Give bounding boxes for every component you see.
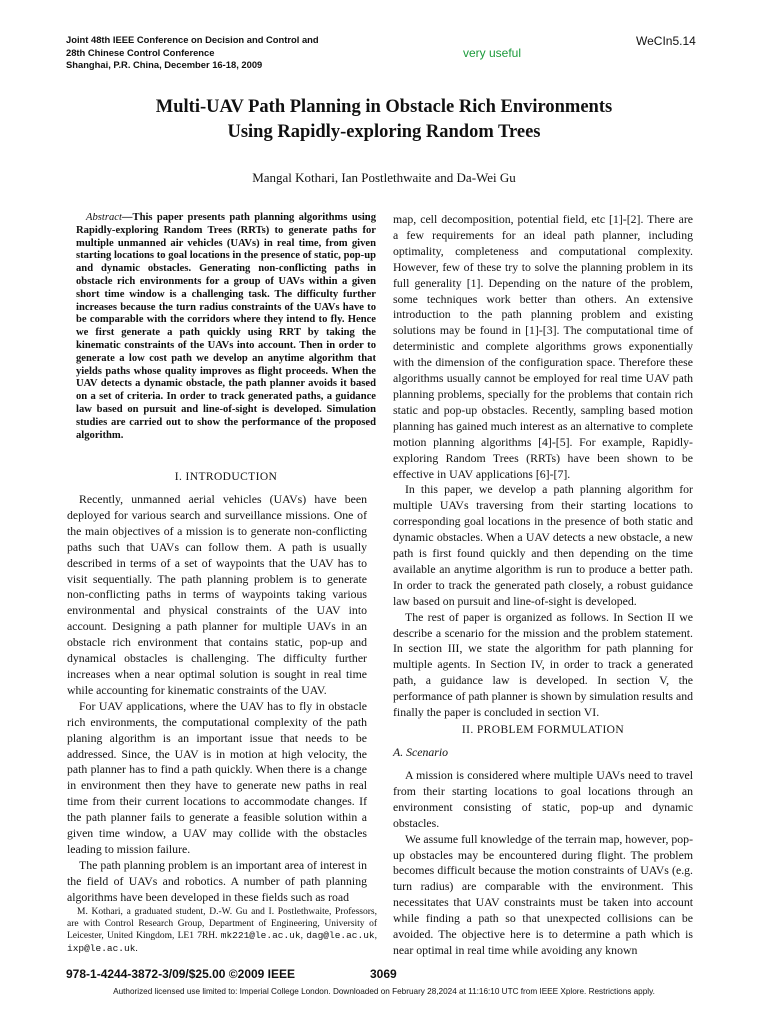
- abstract-dash: —: [121, 212, 133, 223]
- conference-line: Joint 48th IEEE Conference on Decision and Control and: [66, 34, 319, 45]
- email-link[interactable]: ixp@le.ac.uk: [67, 942, 136, 954]
- conference-info: [66, 34, 319, 72]
- email-link[interactable]: dag@le.ac.uk: [306, 930, 375, 942]
- author-list: Mangal Kothari, Ian Postlethwaite and Da-Wei Gu: [252, 170, 516, 185]
- footnote-end: .: [135, 943, 138, 954]
- paragraph: The rest of paper is organized as follows. In Section II we describe a scenario for the mission and the problem statement. In section III, we state the algorithm for path planning for multiple agents. In Section IV, in order to track a generated path, a guidance law is developed. In section V, the performance of path planner is shown by simulation results and finally the paper is concluded in section VI.: [393, 609, 693, 720]
- license-notice: Authorized licensed use limited to: Imperial College London. Downloaded on February 28,2024 at 11:16:10 UTC from IEEE Xplore. Restrictions apply.: [113, 987, 655, 996]
- separator: ,: [300, 931, 307, 942]
- handwritten-annotation: very useful: [463, 46, 522, 60]
- section-heading-introduction: I. INTRODUCTION: [174, 471, 278, 483]
- paper-code: WeCIn5.14: [636, 34, 696, 48]
- paragraph: map, cell decomposition, potential field, etc [1]-[2]. There are a few requirements for an ideal path planner, including optimality, completeness and computational complexity. However, few of these try to solve the planning problem in its full generality [1]. Depending on the nature of the problem, some techniques work better than others. An extensive introduction to the path planning problem and existing solutions may be found in [1]-[3]. The computational time of deterministic and complete algorithms grows exponentially with the dimension of the configuration space. Therefore these algorithms usually cannot be employed for real time UAV path planning problems, specially for the problems that contain rich static and pop-up obstacles. Recently, sampling based motion planning has gained much interest as an alternative to complete motion planning algorithms [4]-[5]. For example, Rapidly-exploring Random Trees (RRTs) have been shown to be effective in UAV applications [6]-[7].: [393, 212, 693, 481]
- right-column-body: [393, 212, 693, 721]
- abstract-label: Abstract: [86, 212, 122, 223]
- footnote: [67, 907, 377, 955]
- title-line: Multi-UAV Path Planning in Obstacle Rich Environments: [155, 97, 613, 117]
- section-heading-problem-formulation: II. PROBLEM FORMULATION: [461, 724, 625, 736]
- problem-formulation-body: [393, 768, 693, 959]
- paragraph: A mission is considered where multiple UAVs need to travel from their starting locations to goal locations through an environment consisting of static, pop-up and dynamic obstacles.: [393, 768, 693, 830]
- paragraph: Recently, unmanned aerial vehicles (UAVs) have been deployed for various search and surveillance missions. One of the main objectives of a mission is to generate non-conflicting paths such that UAVs can follow them. A path is usually described in terms of a set of waypoints that the UAV has to visit sequentially. The path planning problem is to generate non-conflicting paths in terms of waypoints taking various environmental and physical constraints of the UAV into account. Designing a path planner for multiple UAVs in an obstacle rich environment that contains static, pop-up and dynamical obstacles is challenging. The difficulty further increases when a near optimal solution is sought in real time while accounting for kinematic constraints of the UAV.: [67, 492, 367, 697]
- subsection-heading-scenario: A. Scenario: [393, 745, 449, 759]
- paragraph: In this paper, we develop a path planning algorithm for multiple UAVs traversing from their starting locations to corresponding goal locations in the presence of both static and dynamic obstacles. When a UAV detects a new obstacle, a new path is first found quickly and then depending on the time available an anytime algorithm is run to produce a better path. In order to track the generated path closely, a robust guidance law based on pursuit and line-of-sight is developed.: [393, 482, 693, 608]
- separator: ,: [374, 931, 377, 942]
- conference-line: 28th Chinese Control Conference: [66, 46, 215, 58]
- title-line: Using Rapidly-exploring Random Trees: [227, 122, 541, 142]
- paragraph: The path planning problem is an important area of interest in the field of UAVs and robotics. A number of path planning algorithms have been developed in these fields such as road: [67, 857, 367, 904]
- isbn-copyright: 978-1-4244-3872-3/09/$25.00 ©2009 IEEE: [66, 967, 296, 981]
- footnote-text: M. Kothari, a graduated student, D.-W. Gu and I. Postlethwaite, Professors, are with Control Research Group, Department of Engineering, University of Leicester, United Kingdom, LE1 7RH.: [67, 907, 377, 942]
- abstract-text: This paper presents path planning algorithms using Rapidly-exploring Random Trees (RRTs) to generate paths for multiple unmanned air vehicles (UAVs) in real time, from given starting locations to goal locations in the presence of static, pop-up and dynamic obstacles. Generating non-conflicting paths in obstacle rich environments for a group of UAVs within a given short time window is a challenging task. The difficulty further increases because the turn radius constraints of the UAVs have to be comparable with the corridors where they intend to fly. Hence we first generate a path quickly using RRT by taking the kinematic constraints of the UAVs into account. Then in order to generate a low cost path we develop an anytime algorithm that yields paths whose quality improves as flight proceeds. When the UAV detects a dynamic obstacle, the path planner avoids it based on a set of criteria. In order to track generated paths, a guidance law based on pursuit and line-of-sight is developed. Simulation studies are carried out to show the performance of the proposed algorithm.: [76, 212, 376, 441]
- email-link[interactable]: mk221@le.ac.uk: [220, 930, 301, 942]
- paper-title: [0, 95, 768, 145]
- page-number: 3069: [370, 967, 397, 981]
- abstract: [76, 212, 376, 442]
- paragraph: For UAV applications, where the UAV has to fly in obstacle rich environments, the computational complexity of the path planing algorithm is an important issue that needs to be addressed. Since, the UAV is in motion at high velocity, the path planner has to find a path quickly. When there is a change in environment then they have to generate new paths in real time from their current locations to accommodate changes. If the path planner fails to generate a feasible solution within a given time window, a UAV may collide with the obstacles leading to mission failure.: [67, 698, 367, 856]
- introduction-body: [67, 492, 367, 906]
- paragraph: We assume full knowledge of the terrain map, however, pop-up obstacles may be encountered during flight. The problem becomes difficult because the motion constraints of UAVs (e.g. turn radius) are comparable with the environment. This necessitates that UAV constraints must be taken into account while finding a path so that unexpected collisions can be avoided. The objective here is to determine a path which is near optimal in real time while avoiding any known: [393, 831, 693, 957]
- conference-line: Shanghai, P.R. China, December 16-18, 2009: [66, 59, 263, 70]
